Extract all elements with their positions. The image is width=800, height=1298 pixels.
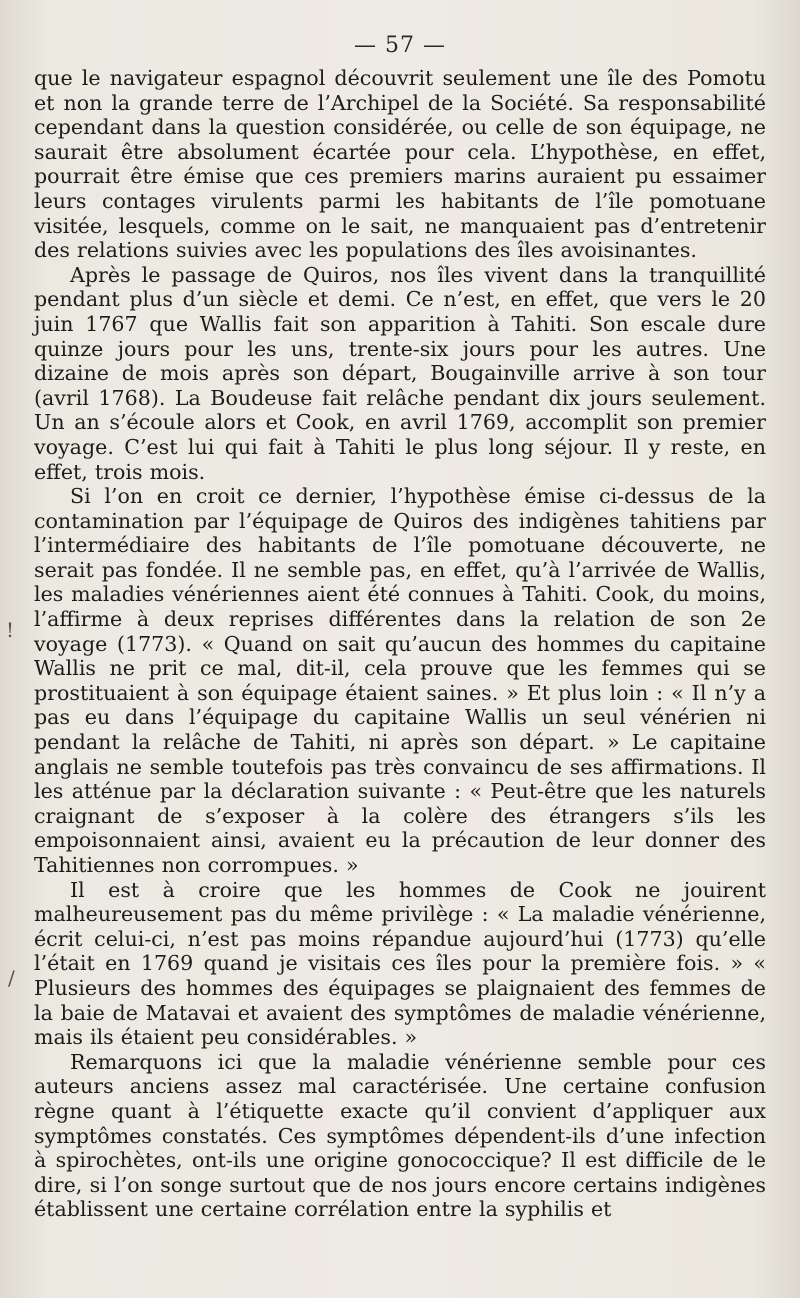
- page-number: — 57 —: [354, 33, 446, 58]
- paragraph-4: Il est à croire que les hommes de Cook ne jouirent malheureusement pas du même privilège : « La maladie vénérienne, écrit celui-ci, n’est pas moins répandue aujourd’hui (1773) qu’elle l’était en 1769 quand je visitais ces îles pour la première fois. » « Plusieurs des hommes des équipages se plaignaient des femmes de la baie de Matavai et avaient des symptômes de maladie vénérienne, mais ils étaient peu considérables. »: [34, 877, 766, 1050]
- margin-mark: /: [8, 966, 15, 990]
- margin-mark: !: [6, 618, 15, 642]
- paragraph-1: que le navigateur espagnol découvrit seulement une île des Pomotu et non la grande terre de l’Archipel de la Société. Sa responsabilité cependant dans la question considérée, ou celle de son équipage, ne saurait être absolument écartée pour cela. L’hypothèse, en effet, pourrait être émise que ces premiers marins auraient pu essaimer leurs contages virulents parmi les habitants de l’île pomotuane visitée, lesquels, comme on le sait, ne manquaient pas d’entretenir des relations suivies avec les populations des îles avoisinantes.: [34, 66, 766, 263]
- body-text: [34, 66, 766, 1222]
- paragraph-5: Remarquons ici que la maladie vénérienne semble pour ces auteurs anciens assez mal caractérisée. Une certaine confusion règne quant à l’étiquette exacte qu’il convient d’appliquer aux symptômes constatés. Ces symptômes dépendent-ils d’une infection à spirochètes, ont-ils une origine gonococcique? Il est difficile de le dire, si l’on songe surtout que de nos jours encore certains indigènes établissent une certaine corrélation entre la syphilis et: [34, 1049, 766, 1222]
- paragraph-3: Si l’on en croit ce dernier, l’hypothèse émise ci-dessus de la contamination par l’équipage de Quiros des indigènes tahitiens par l’intermédiaire des habitants de l’île pomotuane découverte, ne serait pas fondée. Il ne semble pas, en effet, qu’à l’arrivée de Wallis, les maladies vénériennes aient été connues à Tahiti. Cook, du moins, l’affirme à deux reprises différentes dans la relation de son 2e voyage (1773). « Quand on sait qu’aucun des hommes du capitaine Wallis ne prit ce mal, dit-il, cela prouve que les femmes qui se prostituaient à son équipage étaient saines. » Et plus loin : « Il n’y a pas eu dans l’équipage du capitaine Wallis un seul vénérien ni pendant la relâche de Tahiti, ni après son départ. » Le capitaine anglais ne semble toutefois pas très convaincu de ses affirmations. Il les atténue par la déclaration suivante : « Peut-être que les naturels craignant de s’exposer à la colère des étrangers s’ils les empoisonnaient ainsi, avaient eu la précaution de leur donner des Tahitiennes non corrompues. »: [34, 484, 766, 877]
- paragraph-2: Après le passage de Quiros, nos îles vivent dans la tranquillité pendant plus d’un siècle et demi. Ce n’est, en effet, que vers le 20 juin 1767 que Wallis fait son apparition à Tahiti. Son escale dure quinze jours pour les uns, trente-six jours pour les autres. Une dizaine de mois après son départ, Bougainville arrive à son tour (avril 1768). La Boudeuse fait relâche pendant dix jours seulement. Un an s’écoule alors et Cook, en avril 1769, accomplit son premier voyage. C’est lui qui fait à Tahiti le plus long séjour. Il y reste, en effet, trois mois.: [34, 262, 766, 484]
